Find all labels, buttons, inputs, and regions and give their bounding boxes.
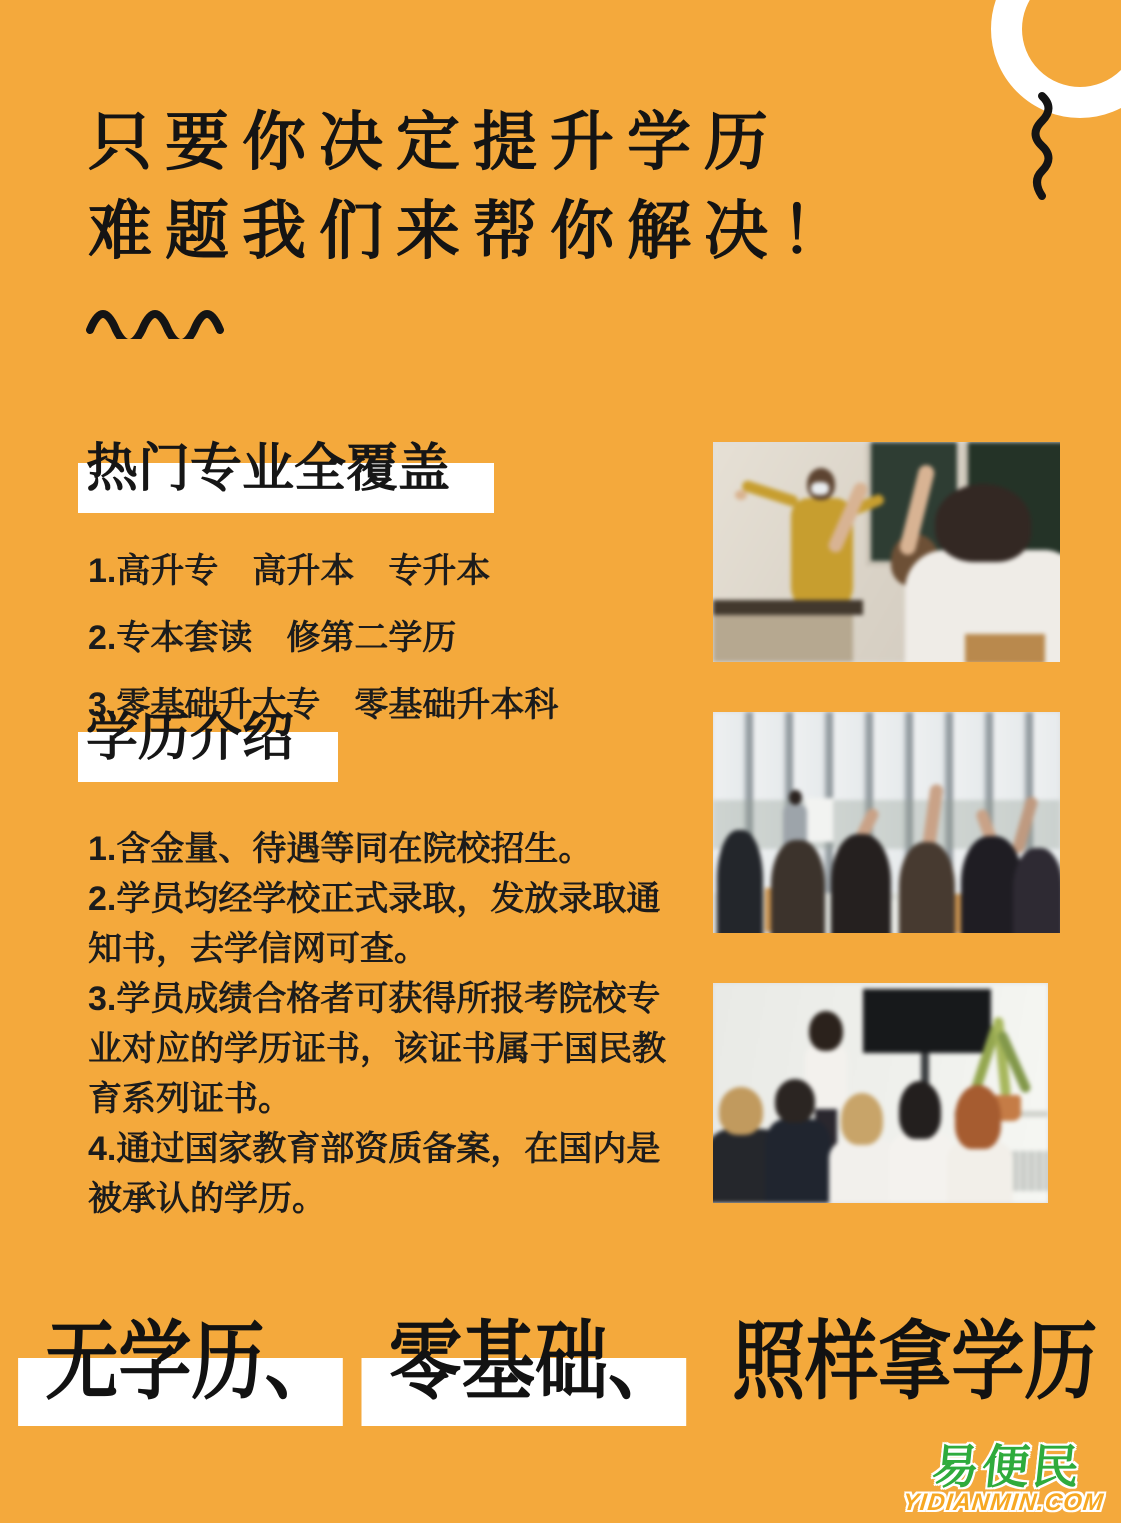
slogan-segment-still-get-degree: 照样拿学历 <box>732 1314 1098 1410</box>
student-head <box>899 1081 941 1139</box>
student-head <box>775 1079 815 1123</box>
list-item: 4.通过国家教育部资质备案，在国内是被承认的学历。 <box>88 1130 661 1218</box>
seminar-photo-raised-hands <box>713 712 1060 933</box>
site-watermark <box>901 1430 1111 1517</box>
horizontal-squiggle-decoration <box>84 305 230 339</box>
face-mask <box>811 482 829 495</box>
teacher-hand <box>735 490 747 500</box>
section-heading-hot-majors: 热门专业全覆盖 <box>86 440 451 498</box>
audience-figure <box>771 840 825 933</box>
student-figure <box>947 1141 1013 1203</box>
list-item: 1.高升专 高升本 专升本 <box>88 552 491 590</box>
watermark-brand-name: 易便民 <box>929 1440 1086 1493</box>
student-head <box>955 1085 1001 1149</box>
vertical-squiggle-decoration <box>1024 90 1060 202</box>
student-head <box>719 1087 763 1135</box>
classroom-photo-teacher-blackboard <box>713 442 1060 662</box>
tv-screen <box>863 989 991 1053</box>
presenter-head <box>789 790 802 805</box>
student-figure <box>889 1133 955 1203</box>
student-figure <box>765 1119 831 1203</box>
desk <box>713 600 863 615</box>
bottom-slogan-banner <box>30 1312 1098 1412</box>
presenter-head <box>809 1011 843 1051</box>
section-heading-edu-intro: 学历介绍 <box>86 709 295 767</box>
audience-figure <box>717 830 763 933</box>
chair <box>965 634 1045 662</box>
list-item: 3.学员成绩合格者可获得所报考院校专业对应的学历证书，该证书属于国民教育系列证书。 <box>88 980 666 1118</box>
desk <box>713 615 853 662</box>
audience-figure <box>831 834 891 933</box>
whiteboard <box>805 798 833 842</box>
audience-figure <box>899 842 955 933</box>
headline-line-1: 只要你决定提升学历 <box>88 106 781 178</box>
radiator <box>1009 1151 1048 1191</box>
list-item: 2.专本套读 修第二学历 <box>88 619 457 657</box>
watermark-domain: YIDIANMIN.COM <box>901 1489 1106 1516</box>
headline-line-2: 难题我们来帮你解决！ <box>88 195 858 267</box>
headline <box>88 98 858 276</box>
list-item: 2.学员均经学校正式录取，发放录取通知书，去学信网可查。 <box>88 880 661 968</box>
class-photo-presenter-screen <box>713 983 1048 1203</box>
audience-figure <box>1013 848 1060 933</box>
student-head <box>935 484 1031 562</box>
student-head <box>841 1093 883 1145</box>
slogan-segment-zero-basis: 零基础、 <box>373 1312 681 1412</box>
list-item: 1.含金量、待遇等同在院校招生。 <box>88 830 593 868</box>
edu-intro-list <box>88 824 690 1224</box>
list-item: 3.零基础升大专 零基础升本科 <box>88 686 559 724</box>
slogan-segment-no-degree: 无学历、 <box>30 1312 338 1412</box>
